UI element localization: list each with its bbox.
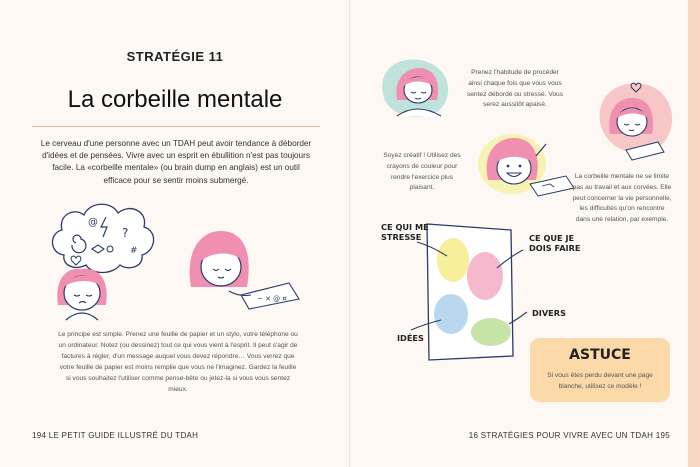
caption-habit: Prenez l'habitude de procéder ainsi chaque fois que vous vous sentez débordé ou stressé. Vous serez aussitôt apaisé. (466, 69, 564, 109)
happy-drawing-illustration (470, 128, 580, 198)
page-title: La corbeille mentale (67, 86, 283, 113)
overwhelmed-illustration (44, 195, 164, 320)
caption-creative: Soyez créatif ! Utilisez des crayons de couleur pour rendre l'exercice plus plaisant. (383, 152, 461, 192)
tip-text: Si vous êtes perdu devant une page blanche, utilisez ce modèle ! (547, 372, 653, 390)
intro-paragraph: Le cerveau d'une personne avec un TDAH peut avoir tendance à déborder d'idées et de pensées. Vivre avec un esprit en ébullition n'est pas toujours facile. La «corbeille mentale» (ou brain dump en anglais) est un outil efficace pour se sentir moins submergé. (40, 139, 312, 185)
writing-love-illustration (592, 76, 682, 164)
page-folio-right: 16 STRATÉGIES POUR VIVRE AVEC UN TDAH 195 (468, 431, 670, 440)
label-ideas: IDÉES (397, 333, 424, 343)
thought-cloud-icon (52, 204, 153, 272)
page-edge (688, 0, 700, 467)
label-stress: CE QUI ME STRESSE (381, 222, 429, 242)
tip-box (530, 338, 670, 402)
question-mark-icon: ? (122, 226, 129, 240)
svg-text:#: # (130, 246, 138, 256)
ideas-blob (434, 294, 468, 334)
title-divider (32, 126, 320, 127)
strategy-kicker: STRATÉGIE 11 (126, 49, 224, 64)
misc-blob (471, 318, 511, 346)
label-misc: DIVERS (532, 308, 566, 318)
writing-illustration (185, 225, 305, 310)
svg-text:~ ✕ @ ¤: ~ ✕ @ ¤ (257, 295, 287, 303)
tip-title: ASTUCE (569, 347, 631, 363)
method-paragraph: Le principe est simple. Prenez une feuille de papier et un stylo, votre téléphone ou un ordinateur. Notez (ou dessinez) tout ce qui vous vient à l'esprit. Il peut s'agir de factures à régler, d'un message auquel vous devez répondre… Vous verrez que votre feuille de papier est moins remplie que vous ne l'imaginez. Gardez la feuille si vous souhaitez l'utiliser comme pense-bête ou jetez-la si vous vous sentez mieux. (58, 331, 298, 393)
stress-blob (437, 238, 469, 282)
todo-blob (467, 252, 503, 300)
caption-life: La corbeille mentale ne se limite pas au travail et aux corvées. Elle peut concerner la vie personnelle, les difficultés qu'on rencontre dans une relation, par exemple. (572, 173, 672, 224)
page-folio-left: 194 LE PETIT GUIDE ILLUSTRÉ DU TDAH (32, 431, 199, 440)
svg-text:@: @ (88, 217, 98, 228)
label-todo: CE QUE JE DOIS FAIRE (529, 233, 581, 253)
meditating-illustration (377, 54, 457, 120)
